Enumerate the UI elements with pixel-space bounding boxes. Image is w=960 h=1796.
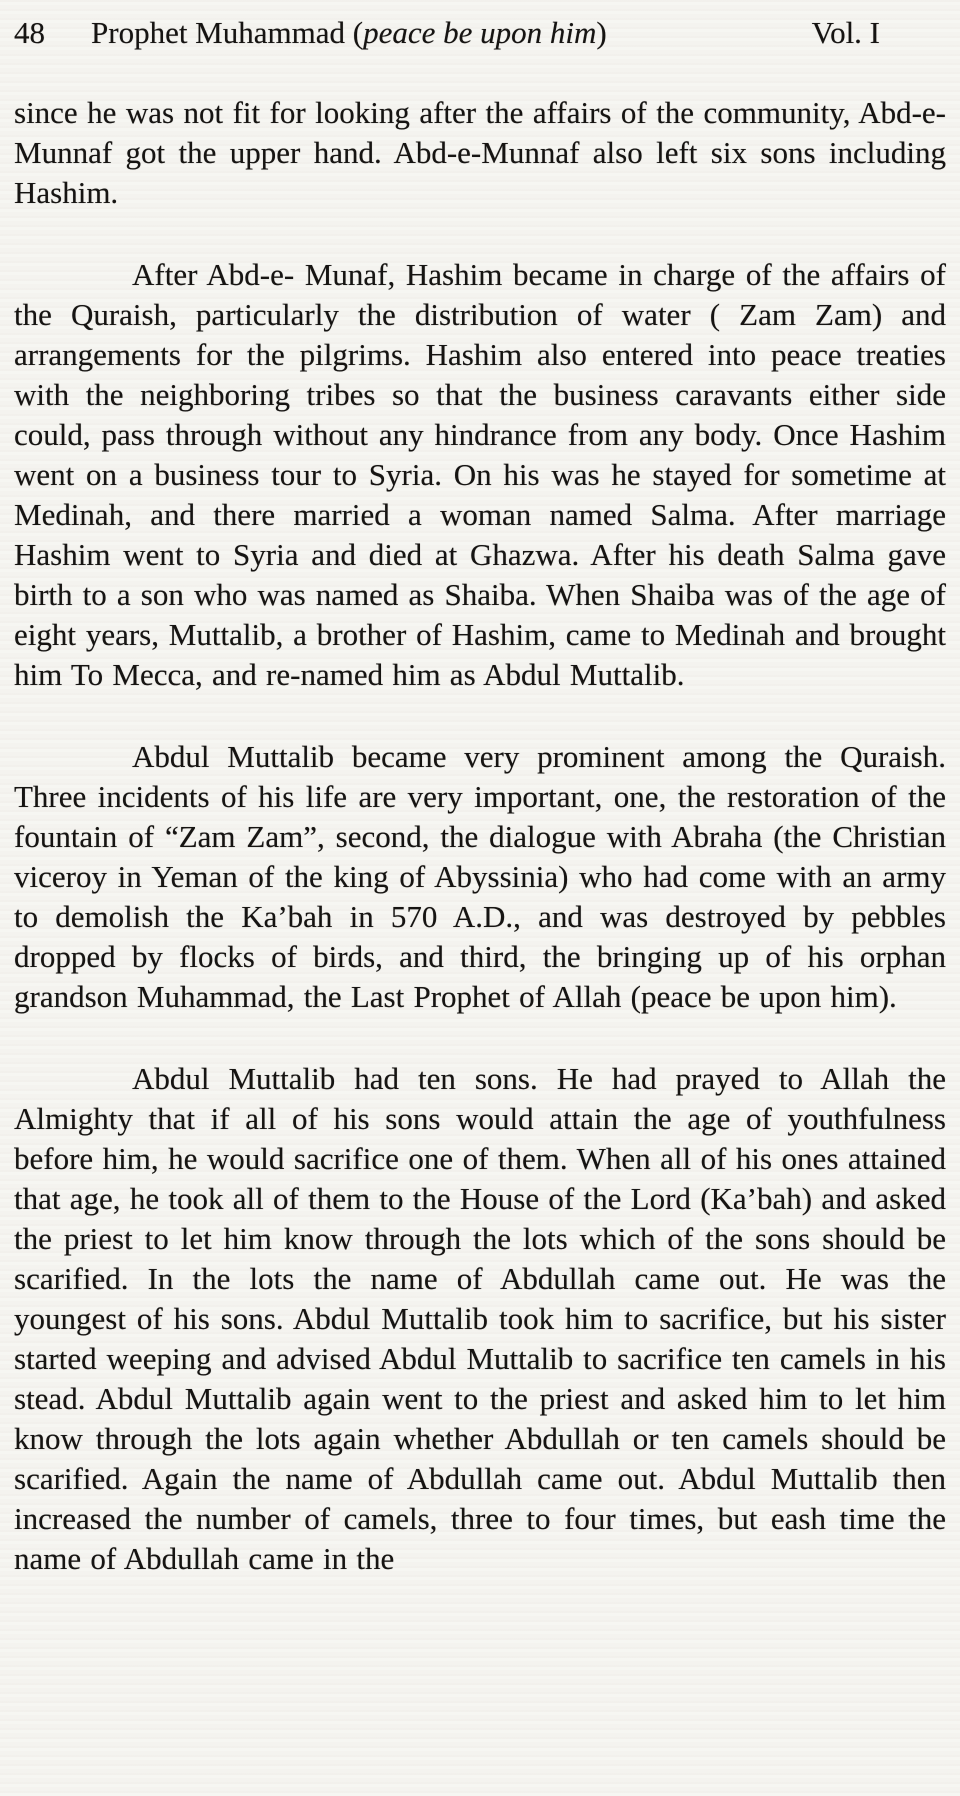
running-title-close-paren: ) bbox=[596, 15, 607, 50]
running-title-italic: peace be upon him bbox=[363, 15, 597, 50]
page-body-text bbox=[14, 93, 946, 1579]
volume-label: Vol. I bbox=[811, 15, 880, 50]
page-header bbox=[14, 13, 946, 53]
running-title bbox=[91, 13, 607, 53]
paragraph-continuation: since he was not fit for looking after the affairs of the community, Abd-e-Munnaf got the upper hand. Abd-e-Munnaf also left six sons including Hashim. bbox=[14, 95, 946, 210]
running-title-text: Prophet Muhammad ( bbox=[91, 15, 364, 50]
paragraph-ten-sons: Abdul Muttalib had ten sons. He had prayed to Allah the Almighty that if all of his sons would attain the age of youthfulness before him, he would sacrifice one of them. When all of his ones attained that age, he took all of them to the House of the Lord (Ka’bah) and asked the priest to let him know through the lots which of the sons should be scarified. In the lots the name of Abdullah came out. He was the youngest of his sons. Abdul Muttalib took him to sacrifice, but his sister started weeping and advised Abdul Muttalib to sacrifice ten camels in his stead. Abdul Muttalib again went to the priest and asked him to let him know through the lots again whether Abdullah or ten camels should be scarified. Again the name of Abdullah came out. Abdul Muttalib then increased the number of camels, three to four times, but eash time the name of Abdullah came in the bbox=[14, 1061, 946, 1576]
paragraph-hashim: After Abd-e- Munaf, Hashim became in charge of the affairs of the Quraish, particularly the distribution of water ( Zam Zam) and arrangements for the pilgrims. Hashim also entered into peace treaties with the neighboring tribes so that the business caravants either side could, pass through without any hindrance from any body. Once Hashim went on a business tour to Syria. On his was he stayed for sometime at Medinah, and there married a woman named Salma. After marriage Hashim went to Syria and died at Ghazwa. After his death Salma gave birth to a son who was named as Shaiba. When Shaiba was of the age of eight years, Muttalib, a brother of Hashim, came to Medinah and brought him To Mecca, and re-named him as Abdul Muttalib. bbox=[14, 257, 946, 692]
page-number: 48 bbox=[14, 15, 45, 50]
paragraph-abdul-muttalib-incidents: Abdul Muttalib became very prominent among the Quraish. Three incidents of his life are very important, one, the restoration of the fountain of “Zam Zam”, second, the dialogue with Abraha (the Christian viceroy in Yeman of the king of Abyssinia) who had come with an army to demolish the Ka’bah in 570 A.D., and was destroyed by pebbles dropped by flocks of birds, and third, the bringing up of his orphan grandson Muhammad, the Last Prophet of Allah (peace be upon him). bbox=[14, 739, 946, 1014]
